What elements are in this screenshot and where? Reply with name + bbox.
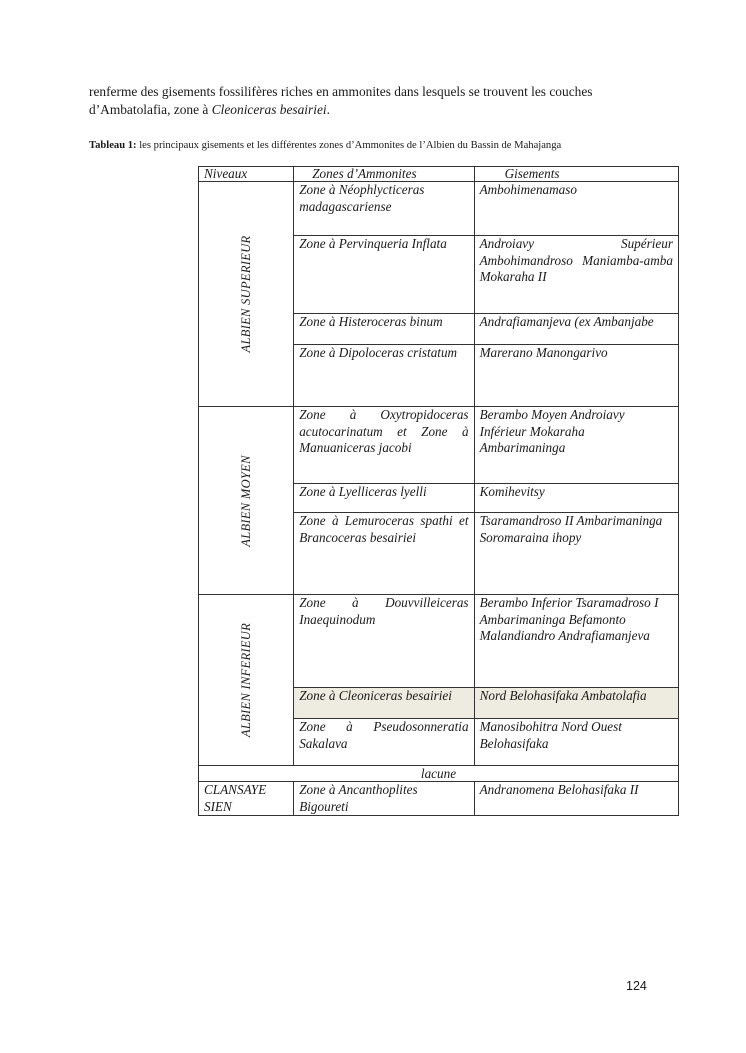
level-label: ALBIEN INFERIEUR — [238, 622, 253, 738]
intro-taxon: Cleoniceras besairiei — [211, 102, 327, 117]
level-clansayesien: CLANSAYE SIEN — [199, 782, 294, 816]
gisement-cell: Nord Belohasifaka Ambatolafia — [474, 688, 678, 719]
caption-text: les principaux gisements et les différentes zones d’Ammonites de l’Albien du Bassin de Mahajanga — [136, 140, 562, 151]
ammonite-zones-table — [198, 166, 679, 816]
gisement-cell: Berambo Moyen Androiavy Inférieur Mokaraha Ambarimaninga — [474, 407, 678, 484]
page-number: 124 — [626, 979, 647, 993]
header-gisements: Gisements — [474, 167, 678, 182]
level-albien-inferieur — [199, 595, 294, 766]
zone-cell: Zone à Pseudosonneratia Sakalava — [294, 719, 474, 766]
gisement-cell: Marerano Manongarivo — [474, 345, 678, 407]
zone-cell: Zone à Histeroceras binum — [294, 314, 474, 345]
zone-cell: Zone à Cleoniceras besairiei — [294, 688, 474, 719]
gisement-cell: Androiavy Supérieur Ambohimandroso Maniamba-amba Mokaraha II — [474, 236, 678, 314]
gisement-cell: Komihevitsy — [474, 484, 678, 513]
gisement-cell: Andrafiamanjeva (ex Ambanjabe — [474, 314, 678, 345]
gisement-cell: Ambohimenamaso — [474, 182, 678, 236]
intro-text: renferme des gisements fossilifères riches en ammonites dans lesquels se trouvent les couches d’Ambatolafia, zone à — [89, 84, 593, 117]
level-label: ALBIEN MOYEN — [238, 454, 253, 547]
gisement-cell: Andranomena Belohasifaka II — [474, 782, 678, 816]
table-row — [199, 782, 679, 816]
table-caption — [89, 139, 709, 153]
table-row — [199, 407, 679, 484]
header-zones: Zones d’Ammonites — [294, 167, 474, 182]
zone-cell: Zone à Oxytropidoceras acutocarinatum et Zone à Manuaniceras jacobi — [294, 407, 474, 484]
level-albien-superieur — [199, 182, 294, 407]
zone-cell: Zone à Lemuroceras spathi et Brancoceras besairiei — [294, 513, 474, 595]
gisement-cell: Manosibohitra Nord Ouest Belohasifaka — [474, 719, 678, 766]
intro-text-end: . — [326, 102, 330, 117]
zone-cell: Zone à Douvvilleiceras Inaequinodum — [294, 595, 474, 688]
zone-cell: Zone à Néophlycticeras madagascariense — [294, 182, 474, 236]
table-row — [199, 595, 679, 688]
lacune-cell: lacune — [199, 766, 679, 782]
gisement-cell: Berambo Inferior Tsaramadroso I Ambarimaninga Befamonto Malandiandro Andrafiamanjeva — [474, 595, 678, 688]
level-label: ALBIEN SUPERIEUR — [238, 235, 253, 353]
gisement-cell: Tsaramandroso II Ambarimaninga Soromaraina ihopy — [474, 513, 678, 595]
zone-cell: Zone à Lyelliceras lyelli — [294, 484, 474, 513]
zone-cell: Zone à Dipoloceras cristatum — [294, 345, 474, 407]
zone-cell: Zone à Pervinqueria Inflata — [294, 236, 474, 314]
table-header-row — [199, 167, 679, 182]
header-niveaux: Niveaux — [199, 167, 294, 182]
lacune-row — [199, 766, 679, 782]
zone-cell: Zone à Ancanthoplites Bigoureti — [294, 782, 474, 816]
intro-paragraph — [89, 83, 669, 119]
level-albien-moyen — [199, 407, 294, 595]
caption-label: Tableau 1: — [89, 140, 137, 151]
table-row — [199, 182, 679, 236]
